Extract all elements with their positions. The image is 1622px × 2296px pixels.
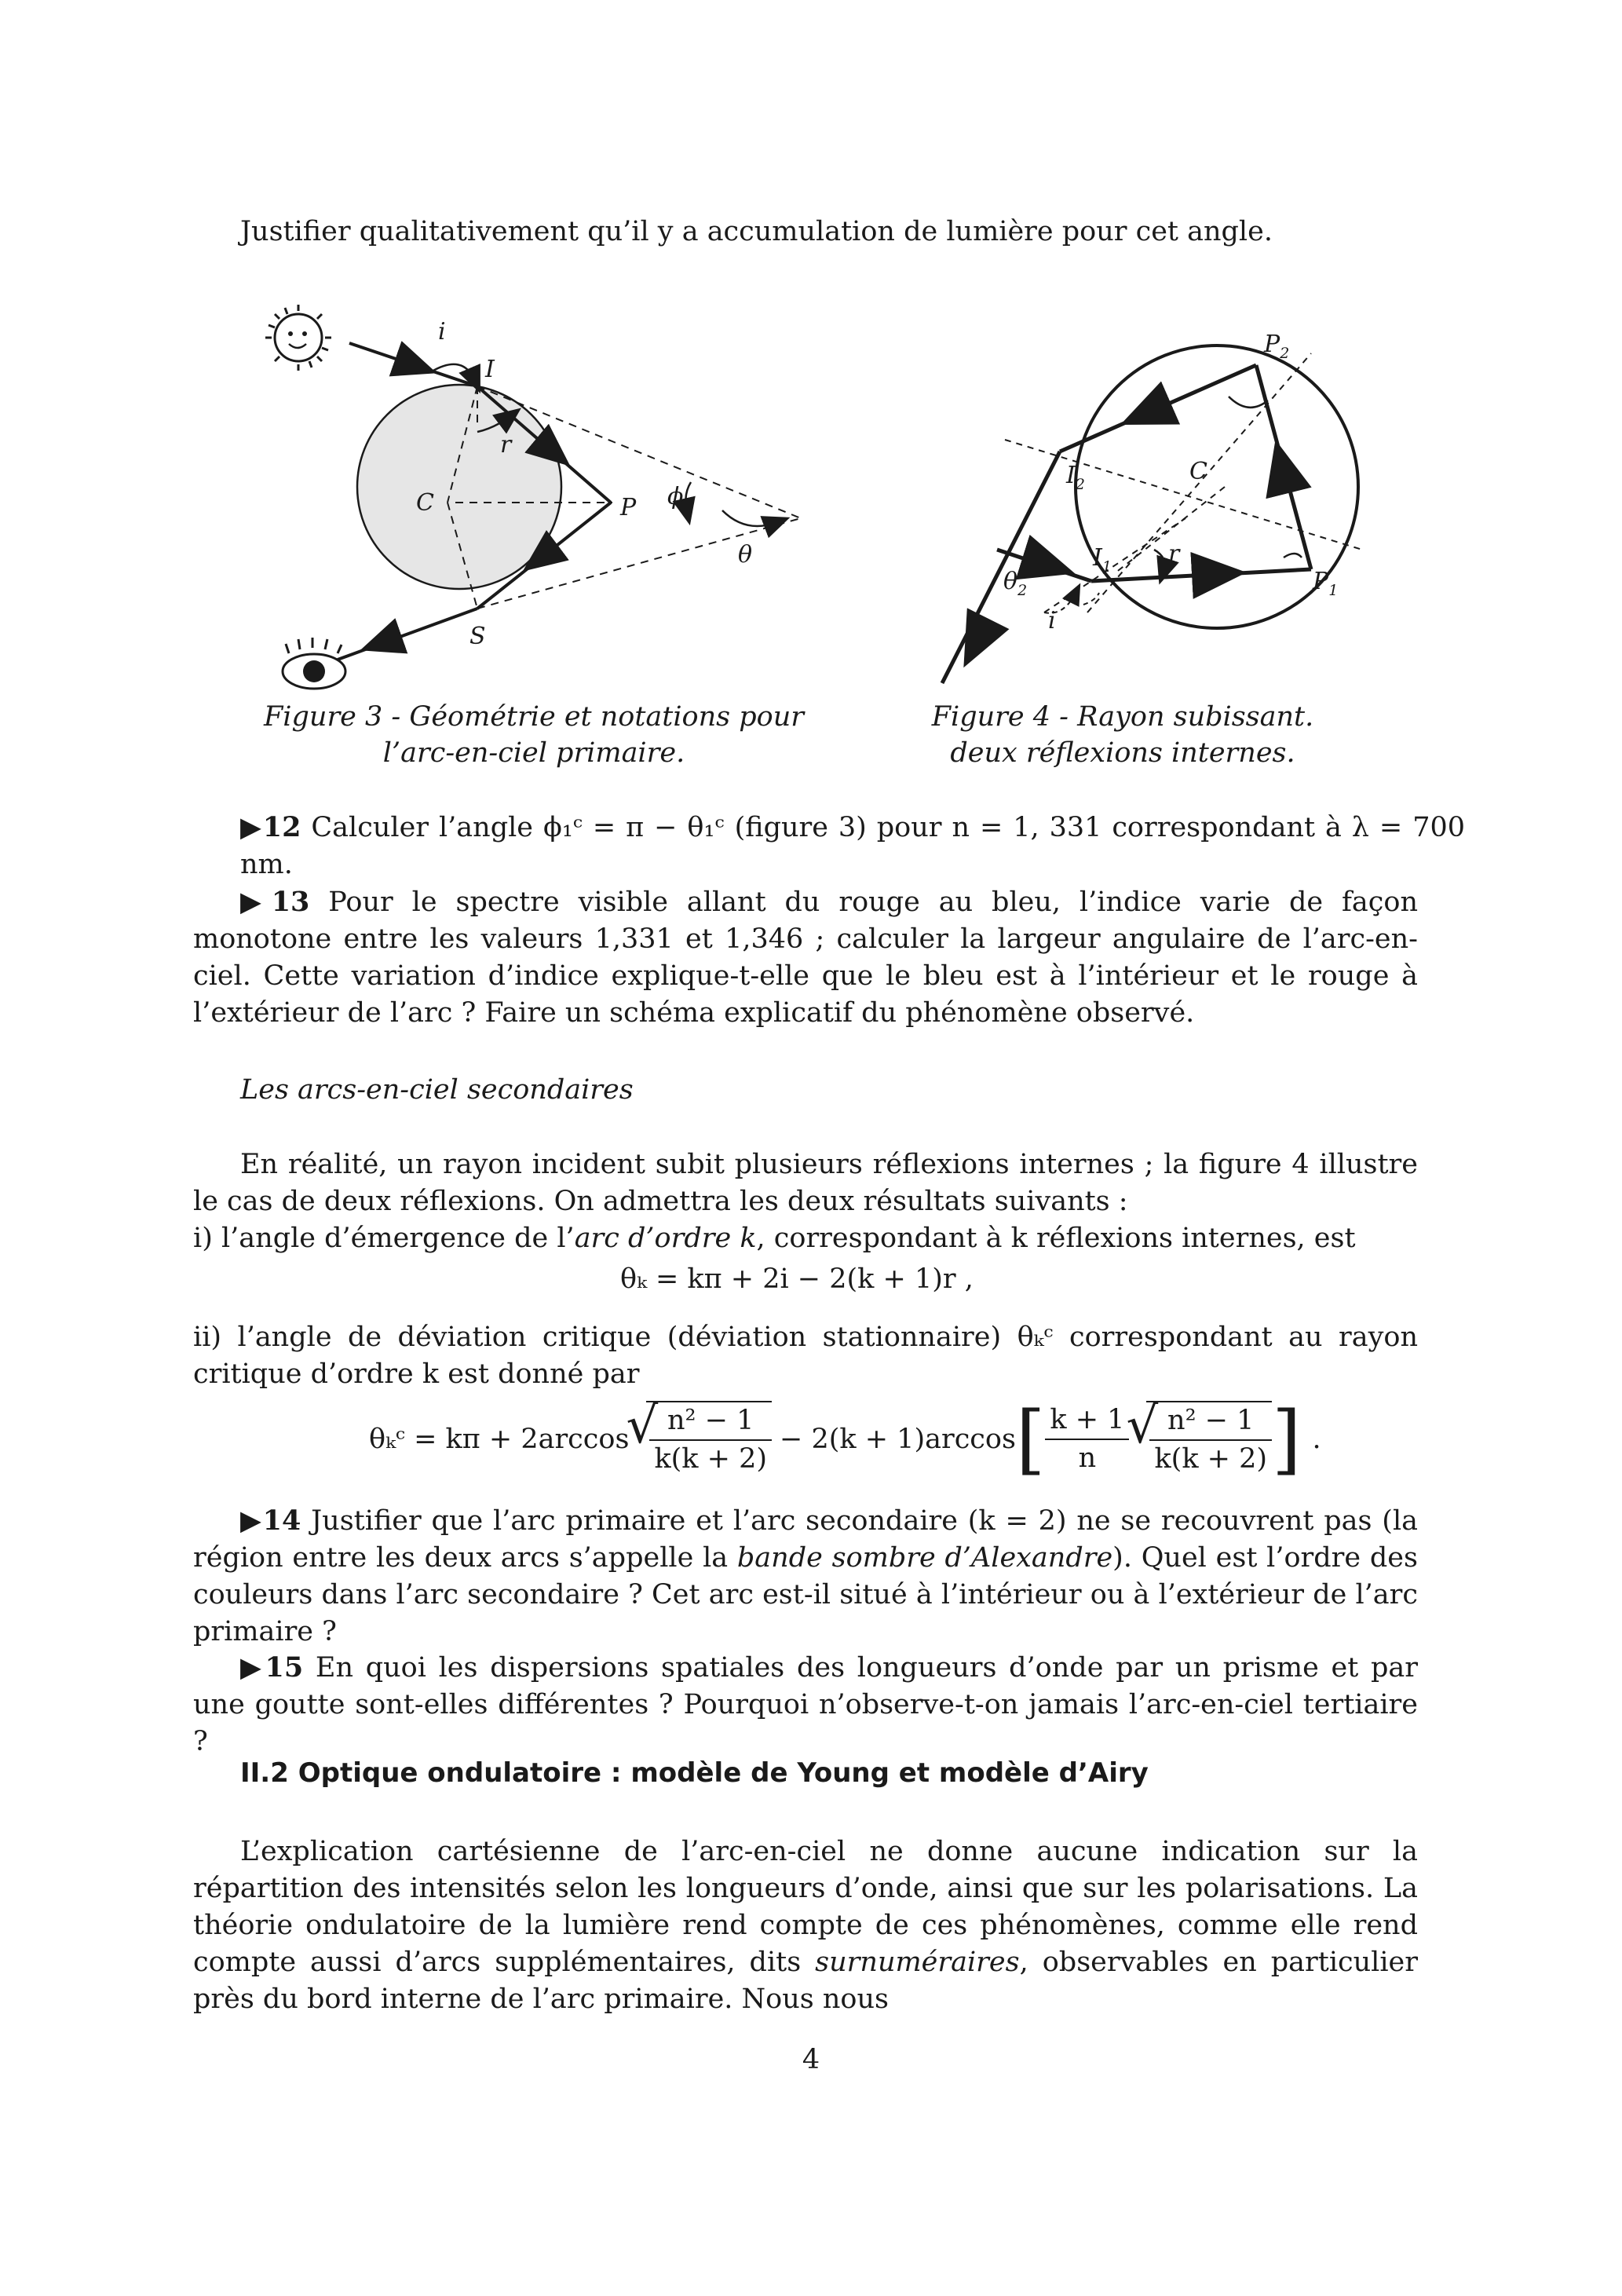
item-i: i) l’angle d’émergence de l’arc d’ordre k, correspondant à k réflexions internes, est <box>193 1223 1356 1254</box>
fig4-label-P2: $P_2$ <box>1264 331 1290 362</box>
equation-theta-k-critical: θₖᶜ = kπ + 2arccos √ $\frac{\text{n² − 1}}{k(k + 2)}$ − 2(k + 1)arccos [ $\frac{k + 1}{n}$ √ $\frac{\text{n² − 1}}{k(k + 2)}$ ] . <box>369 1396 1321 1483</box>
question-12: ▶12 Calculer l’angle ϕ₁ᶜ = π − θ₁ᶜ (figure 3) pour n = 1, 331 correspondant à λ = 700 nm. <box>240 811 1466 880</box>
sun-icon <box>265 305 331 371</box>
equation-theta-k: θₖ = kπ + 2i − 2(k + 1)r , <box>620 1263 974 1295</box>
fig3-label-C: C <box>416 489 434 517</box>
item-ii: ii) l’angle de déviation critique (déviation stationnaire) θₖᶜ correspondant au rayon critique d’ordre k est donné par <box>193 1322 1418 1390</box>
fig4-label-P1: $P_1$ <box>1313 568 1339 599</box>
section-heading: II.2 Optique ondulatoire : modèle de Young et modèle d’Airy <box>240 1757 1149 1789</box>
section-secondary-title: Les arcs-en-ciel secondaires <box>240 1074 634 1106</box>
question-15: ▶15 En quoi les dispersions spatiales des longueurs d’onde par un prisme et par une goutte sont-elles différentes ? Pourquoi n’observe-t-on jamais l’arc-en-ciel tertiaire ? <box>193 1651 1418 1757</box>
fig4-label-r: r <box>1168 540 1180 568</box>
fig3-label-r: r <box>500 431 512 459</box>
figure-4 <box>919 322 1390 699</box>
intro-line: Justifier qualitativement qu’il y a accumulation de lumière pour cet angle. <box>240 216 1273 247</box>
fig4-label-C: C <box>1189 458 1207 485</box>
figure-4-caption: Figure 4 - Rayon subissant. deux réflexions internes. <box>931 701 1314 769</box>
fig3-label-P: P <box>620 494 637 521</box>
question-14: ▶14 Justifier que l’arc primaire et l’arc secondaire (k = 2) ne se recouvrent pas (la région entre les deux arcs s’appelle la bande sombre d’Alexandre). Quel est l’ordre des couleurs dans l’arc secondaire ? Cet arc est-il situé à l’intérieur ou à l’extérieur de l’arc primaire ? <box>193 1504 1419 1647</box>
page-number: 4 <box>802 2044 820 2075</box>
fig4-label-theta2: $\theta_2$ <box>1003 568 1028 599</box>
question-13: ▶13 Pour le spectre visible allant du rouge au bleu, l’indice varie de façon monotone entre les valeurs 1,331 et 1,346 ; calculer la largeur angulaire de l’arc-en-ciel. Cette variation d’indice explique-t-elle que le bleu est à l’intérieur et le rouge à l’extérieur de l’arc ? Faire un schéma explicatif du phénomène observé. <box>193 886 1419 1029</box>
fig3-label-S: S <box>469 623 486 650</box>
fig3-label-i: i <box>438 318 446 345</box>
figure-3 <box>236 298 832 691</box>
fig3-label-theta: θ <box>738 541 753 569</box>
figure-3-caption: Figure 3 - Géométrie et notations pour l’arc-en-ciel primaire. <box>264 701 804 769</box>
para-final: L’explication cartésienne de l’arc-en-ciel ne donne aucune indication sur la répartition des intensités selon les longueurs d’onde, ainsi que sur les polarisations. La théorie ondulatoire de la lumière rend compte de ces phénomènes, comme elle rend compte aussi d’arcs supplémentaires, dits surnuméraires, observables en particulier près du bord interne de l’arc primaire. Nous nous <box>193 1836 1418 2015</box>
fig3-label-phi: ϕ <box>667 483 684 510</box>
para-secondary-intro: En réalité, un rayon incident subit plusieurs réflexions internes ; la figure 4 illustre le cas de deux réflexions. On admettra les deux résultats suivants : <box>193 1149 1418 1217</box>
fig4-label-i: i <box>1048 607 1056 634</box>
fig4-label-I2: $I_2$ <box>1066 462 1085 493</box>
eye-icon <box>283 638 345 689</box>
fig3-label-I: I <box>485 356 495 383</box>
fig4-label-I1: $I_1$ <box>1093 544 1112 576</box>
